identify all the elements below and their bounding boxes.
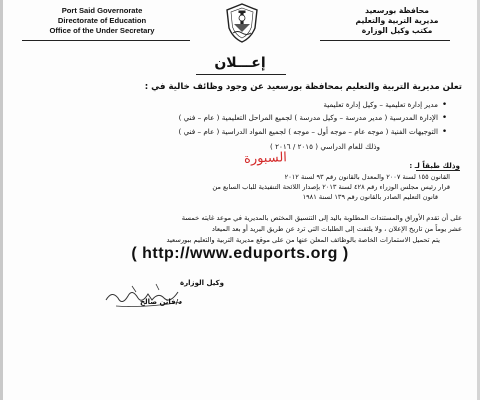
bullet-icon: • xyxy=(441,113,448,123)
submission-paragraph-line: على أن تقدم الأوراق والمستندات المطلوبة باليد إلى التنسيق المختص بالمديرية في موعد غايته خمسة xyxy=(181,214,462,222)
vacancy-text: الإدارة المدرسية ( مدير مدرسة – وكيل مدرسة ) لجميع المراحل التعليمية ( عام – فني ) xyxy=(178,113,438,122)
governorate-emblem-icon xyxy=(224,2,260,44)
academic-year-line: وذلك للعام الدراسي ( ٢٠١٥ / ٢٠١٦ ) xyxy=(270,142,380,151)
header-en-governorate: Port Said Governorate xyxy=(61,6,143,15)
law-item: قانون التعليم الصادر بالقانون رقم ١٣٩ لسنة ١٩٨١ xyxy=(302,193,438,201)
header-en-directorate: Directorate of Education xyxy=(57,16,147,25)
laws-heading-underline xyxy=(416,170,460,171)
title-underline xyxy=(196,74,286,75)
header-english xyxy=(22,6,182,36)
vacancy-text: مدير إدارة تعليمية – وكيل إدارة تعليمية xyxy=(323,100,438,109)
laws-heading: وذلك طبقاً لـ : xyxy=(409,161,460,170)
bullet-icon: • xyxy=(441,100,448,110)
header-ar-directorate: مديرية التربية والتعليم xyxy=(355,16,439,25)
header-rule-left xyxy=(22,40,190,41)
vacancy-item xyxy=(323,100,448,110)
header-ar-office: مكتب وكيل الوزارة xyxy=(361,26,433,35)
law-item: قرار رئيس مجلس الوزراء رقم ٤٢٨ لسنة ٢٠١٣ بإصدار اللائحة التنفيذية للباب السابع من xyxy=(212,183,450,191)
vacancy-item xyxy=(178,127,448,137)
website-link[interactable]: ( http://www.eduports.org ) xyxy=(131,245,349,262)
header-en-office: Office of the Under Secretary xyxy=(49,26,155,35)
header-rule-right xyxy=(320,40,450,41)
signatory-name: د/فاتن صالح xyxy=(140,298,182,306)
vacancy-item xyxy=(179,113,448,123)
announcement-title: إعـــلان xyxy=(214,55,266,71)
vacancy-text: التوجيهات الفنية ( موجه عام – موجه أول – موجه ) لجميع المواد الدراسية ( عام – فني ) xyxy=(178,127,438,136)
bullet-icon: • xyxy=(441,127,448,137)
submission-paragraph-line: يتم تحميل الاستمارات الخاصة بالوظائف المعلن عنها من على موقع مديرية التربية والتعليم ببورسعيد xyxy=(166,236,440,244)
header-ar-governorate: محافظة بورسعيد xyxy=(365,6,429,15)
header-arabic xyxy=(342,6,452,36)
law-item: القانون ١٥٥ لسنة ٢٠٠٧ والمعدل بالقانون رقم ٩٣ لسنة ٢٠١٢ xyxy=(284,173,450,181)
intro-line: تعلن مديرية التربية والتعليم بمحافظة بورسعيد عن وجود وظائف خالية في : xyxy=(144,82,462,92)
watermark-stamp: السبورة xyxy=(243,150,288,167)
submission-paragraph-line: عشر يوماً من تاريخ الإعلان ، ولا يلتفت إلى الطلبات التي ترد عن طريق البريد أو بعد الميعاد xyxy=(211,225,462,233)
signatory-title: وكيل الوزارة xyxy=(180,279,224,287)
